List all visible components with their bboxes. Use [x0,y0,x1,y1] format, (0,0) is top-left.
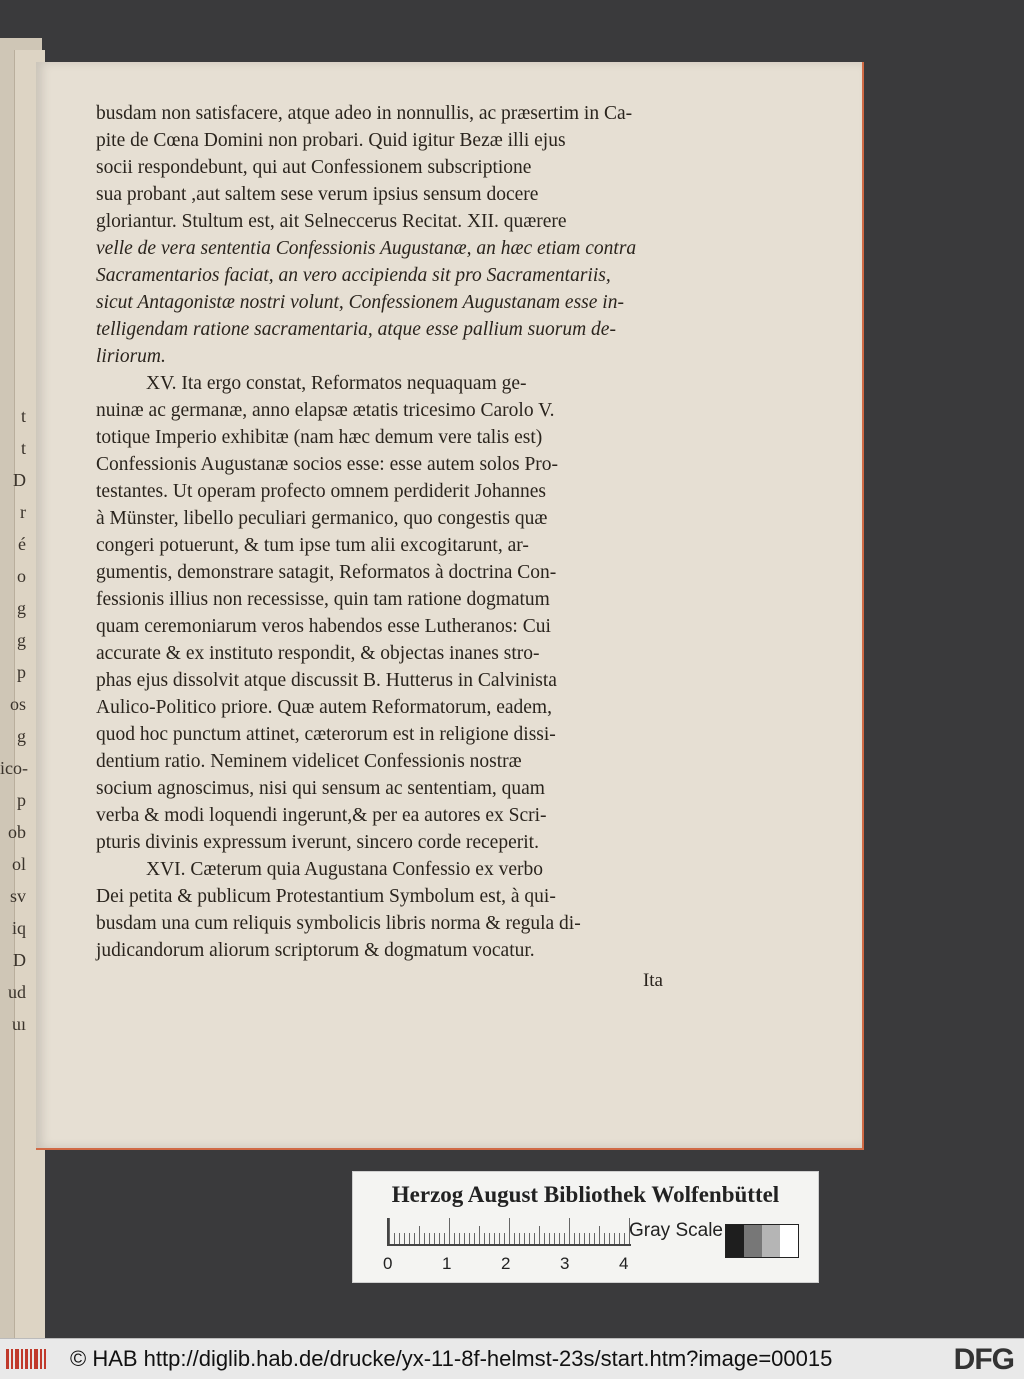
left-fragment-text: t [20,406,26,426]
ruler-tick [569,1218,570,1244]
ruler-tick [504,1233,505,1244]
text-line: pite de Cœna Domini non probari. Quid igitur Bezæ illi ejus [96,130,566,151]
ruler-tick [509,1218,510,1244]
ruler-tick [454,1233,455,1244]
text-line: socium agnoscimus, nisi qui sensum ac sententiam, quam [96,778,545,799]
ruler-number: 0 [383,1254,393,1273]
ruler-tick [459,1233,460,1244]
left-fragment-text: t [20,438,26,458]
text-line: totique Imperio exhibitæ (nam hæc demum vere talis est) [96,427,543,448]
text-line: Dei petita & publicum Protestantium Symbolum est, à qui- [96,886,556,907]
ruler-tick [604,1233,605,1244]
text-line: gumentis, demonstrare satagit, Reformatos à doctrina Con- [96,562,557,583]
ruler-tick [399,1233,400,1244]
left-fragment-text: é [18,534,26,554]
ruler-tick [489,1233,490,1244]
left-fragment-text: uı [11,1014,26,1034]
left-fragment-text: r [20,502,26,522]
ruler-tick [599,1226,600,1244]
ruler-tick [419,1226,420,1244]
ruler-tick [554,1233,555,1244]
section-heading-xv: XV. Ita ergo constat, Reformatos nequaquam ge- [146,373,527,394]
ruler-tick [524,1233,525,1244]
left-fragment-text: ob [8,822,26,842]
left-fragment-text: sv [9,886,26,906]
left-fragment-text: ud [8,982,26,1002]
gray-swatch [726,1225,744,1257]
text-line: velle de vera sententia Confessionis Augustanæ, an hæc etiam contra [96,238,637,259]
library-name: Herzog August Bibliothek Wolfenbüttel [391,1182,780,1207]
left-fragment-text: p [17,790,26,810]
text-line: Sacramentarios faciat, an vero accipienda sit pro Sacramentariis, [96,265,611,286]
left-fragment-text: g [17,598,26,618]
text-line: gloriantur. Stultum est, ait Selneccerus Recitat. XII. quærere [96,211,567,232]
ruler-tick [444,1233,445,1244]
ruler-tick [394,1233,395,1244]
section-heading-xvi: XVI. Cæterum quia Augustana Confessio ex verbo [146,859,543,880]
text-line: nuinæ ac germanæ, anno elapsæ ætatis tricesimo Carolo V. [96,400,555,421]
ruler-tick [559,1233,560,1244]
text-line: judicandorum aliorum scriptorum & dogmatum vocatur. [96,940,535,961]
dfg-logo: DFG [953,1343,1014,1376]
text-line: liriorum. [96,346,166,367]
ruler-tick [589,1233,590,1244]
ruler-tick [404,1233,405,1244]
gray-swatch [780,1225,798,1257]
left-fragment-text: g [17,726,26,746]
page-text-block [96,100,701,964]
ruler-number: 4 [619,1254,629,1273]
text-line: telligendam ratione sacramentaria, atque esse pallium suorum de- [96,319,616,340]
text-line: Confessionis Augustanæ socios esse: esse autem solos Pro- [96,454,559,475]
ruler-tick [464,1233,465,1244]
ruler-tick [574,1233,575,1244]
ruler-tick [479,1226,480,1244]
ruler-tick [429,1233,430,1244]
left-fragment-text: D [13,470,26,490]
ruler-tick [514,1233,515,1244]
ruler-tick [609,1233,610,1244]
left-fragment-text: o [17,566,26,586]
text-line: quam ceremoniarum veros habendos esse Lutheranos: Cui [96,616,551,637]
text-line: busdam non satisfacere, atque adeo in nonnullis, ac præsertim in Ca- [96,103,633,124]
text-line: testantes. Ut operam profecto omnem perdiderit Johannes [96,481,546,502]
ruler-tick [549,1233,550,1244]
ruler-number: 2 [501,1254,511,1273]
text-line: à Münster, libello peculiari germanico, quo congestis quæ [96,508,548,529]
left-fragment-text: D [13,950,26,970]
text-line: sua probant ,aut saltem sese verum ipsius sensum docere [96,184,539,205]
text-line: accurate & ex instituto respondit, & objectas inanes stro- [96,643,540,664]
ruler-tick [434,1233,435,1244]
ruler-tick [619,1233,620,1244]
text-line: congeri potuerunt, & tum ipse tum alii excogitarunt, ar- [96,535,529,556]
ruler-number: 1 [442,1254,452,1273]
ruler-tick [529,1233,530,1244]
barcode-icon [6,1347,46,1371]
gray-swatch [744,1225,762,1257]
ruler-tick [389,1218,390,1244]
left-fragment-text: p [17,662,26,682]
gray-scale-label: Gray Scale [629,1220,723,1241]
text-line: busdam una cum reliquis symbolicis libris norma & regula di- [96,913,581,934]
ruler-tick [579,1233,580,1244]
ruler-tick [469,1233,470,1244]
ruler-tick [584,1233,585,1244]
text-line: verba & modi loquendi ingerunt,& per ea autores ex Scri- [96,805,547,826]
gray-swatch [762,1225,780,1257]
left-fragment-text: ico- [0,758,28,778]
left-fragment-text: os [9,694,26,714]
ruler-number: 3 [560,1254,570,1273]
left-fragment-text: iq [11,918,26,938]
ruler-tick [424,1233,425,1244]
ruler-tick [534,1233,535,1244]
text-line: socii respondebunt, qui aut Confessionem subscriptione [96,157,532,178]
source-url: © HAB http://diglib.hab.de/drucke/yx-11-8f-helmst-23s/start.htm?image=00015 [70,1346,833,1371]
ruler-tick [594,1233,595,1244]
catchword: Ita [642,970,663,991]
left-fragment-text: g [17,630,26,650]
ruler-tick [414,1233,415,1244]
book-page [36,62,864,1150]
color-calibration-card [352,1171,819,1283]
ruler-tick [624,1233,625,1244]
text-line: dentium ratio. Neminem videlicet Confessionis nostræ [96,751,522,772]
text-line: sicut Antagonistæ nostri volunt, Confessionem Augustanam esse in- [96,292,624,313]
left-page-text-fragments [0,400,26,1040]
text-line: Aulico-Politico priore. Quæ autem Reformatorum, eadem, [96,697,552,718]
ruler-tick [519,1233,520,1244]
ruler-tick [539,1226,540,1244]
ruler-scale [387,1218,631,1246]
text-line: phas ejus dissolvit atque discussit B. Hutterus in Calvinista [96,670,557,691]
ruler-tick [564,1233,565,1244]
ruler-tick [439,1233,440,1244]
ruler-tick [474,1233,475,1244]
ruler-tick [494,1233,495,1244]
left-fragment-text: ol [11,854,26,874]
ruler-tick [409,1233,410,1244]
footer-bar [0,1338,1024,1379]
ruler-tick [544,1233,545,1244]
ruler-tick [614,1233,615,1244]
text-line: fessionis illius non recessisse, quin tam ratione dogmatum [96,589,550,610]
ruler-tick [449,1218,450,1244]
text-line: pturis divinis expressum iverunt, sincero corde receperit. [96,832,539,853]
ruler-tick [484,1233,485,1244]
text-line: quod hoc punctum attinet, cæterorum est in religione dissi- [96,724,556,745]
ruler-tick [499,1233,500,1244]
gray-scale-swatches [725,1224,799,1258]
